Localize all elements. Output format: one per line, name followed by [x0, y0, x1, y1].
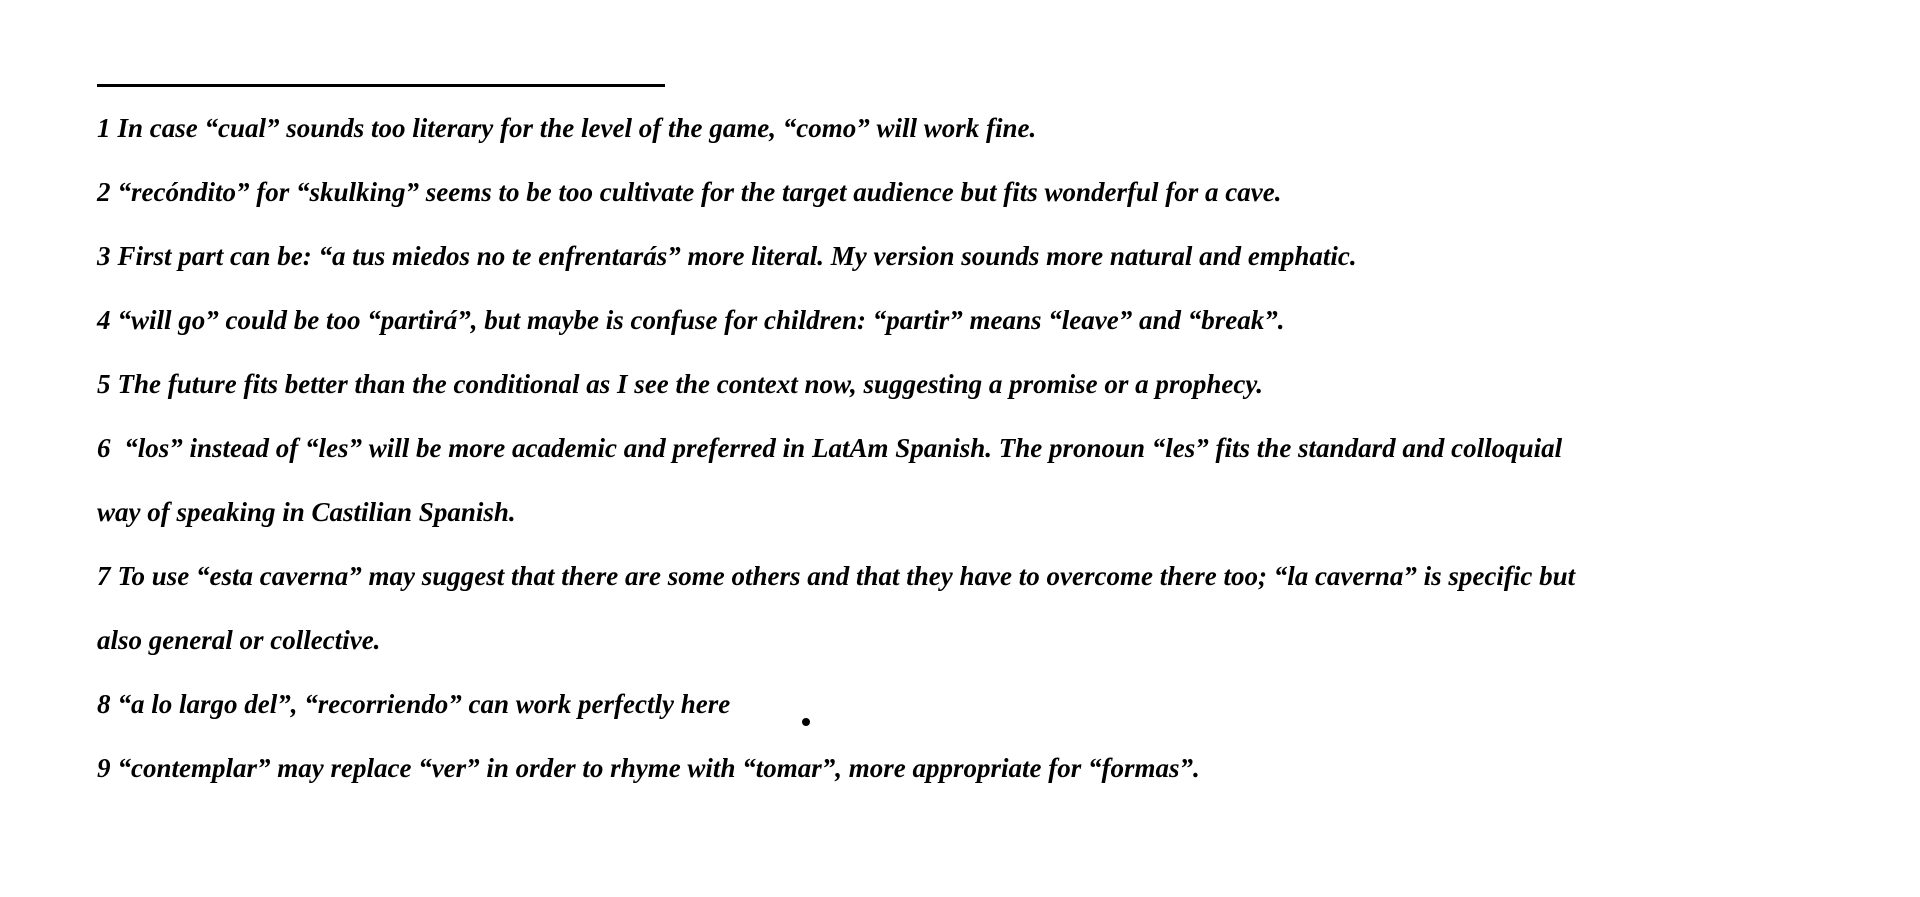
footnote-text: To use “esta caverna” may suggest that there are some others and that they have to overcome there too; “la caverna” is specific but — [117, 561, 1576, 591]
footnotes-list — [97, 96, 1797, 800]
footnote-9 — [97, 736, 1797, 800]
footnote-number: 7 — [97, 561, 111, 591]
footnote-text: First part can be: “a tus miedos no te enfrentarás” more literal. My version sounds more natural and emphatic. — [117, 241, 1357, 271]
footnote-text-continuation: also general or collective. — [97, 625, 381, 655]
footnote-text: “will go” could be too “partirá”, but maybe is confuse for children: “partir” means “leave” and “break”. — [117, 305, 1285, 335]
footnote-text: “contemplar” may replace “ver” in order to rhyme with “tomar”, more appropriate for “formas”. — [117, 753, 1200, 783]
footnote-number: 4 — [97, 305, 111, 335]
footnote-number: 6 — [97, 433, 111, 463]
footnote-4 — [97, 288, 1797, 352]
footnote-text: The future fits better than the conditional as I see the context now, suggesting a promise or a prophecy. — [117, 369, 1264, 399]
footnote-text: “a lo largo del”, “recorriendo” can work perfectly here — [117, 689, 731, 719]
footnote-separator-rule — [97, 84, 665, 87]
footnote-7 — [97, 544, 1797, 672]
footnote-number: 3 — [97, 241, 111, 271]
footnote-6 — [97, 416, 1797, 544]
footnote-text: “recóndito” for “skulking” seems to be too cultivate for the target audience but fits wonderful for a cave. — [117, 177, 1282, 207]
footnote-text: In case “cual” sounds too literary for the level of the game, “como” will work fine. — [117, 113, 1037, 143]
footnote-number: 1 — [97, 113, 111, 143]
footnote-text-continuation: way of speaking in Castilian Spanish. — [97, 497, 516, 527]
footnote-number: 2 — [97, 177, 111, 207]
footnote-text: “los” instead of “les” will be more academic and preferred in LatAm Spanish. The pronoun “les” fits the standard and colloquial — [117, 433, 1563, 463]
footnote-1 — [97, 96, 1797, 160]
footnote-3 — [97, 224, 1797, 288]
footnote-2 — [97, 160, 1797, 224]
stray-dot-mark — [802, 718, 810, 726]
footnote-number: 8 — [97, 689, 111, 719]
footnote-5 — [97, 352, 1797, 416]
footnote-number: 9 — [97, 753, 111, 783]
footnote-8 — [97, 672, 1797, 736]
footnote-number: 5 — [97, 369, 111, 399]
